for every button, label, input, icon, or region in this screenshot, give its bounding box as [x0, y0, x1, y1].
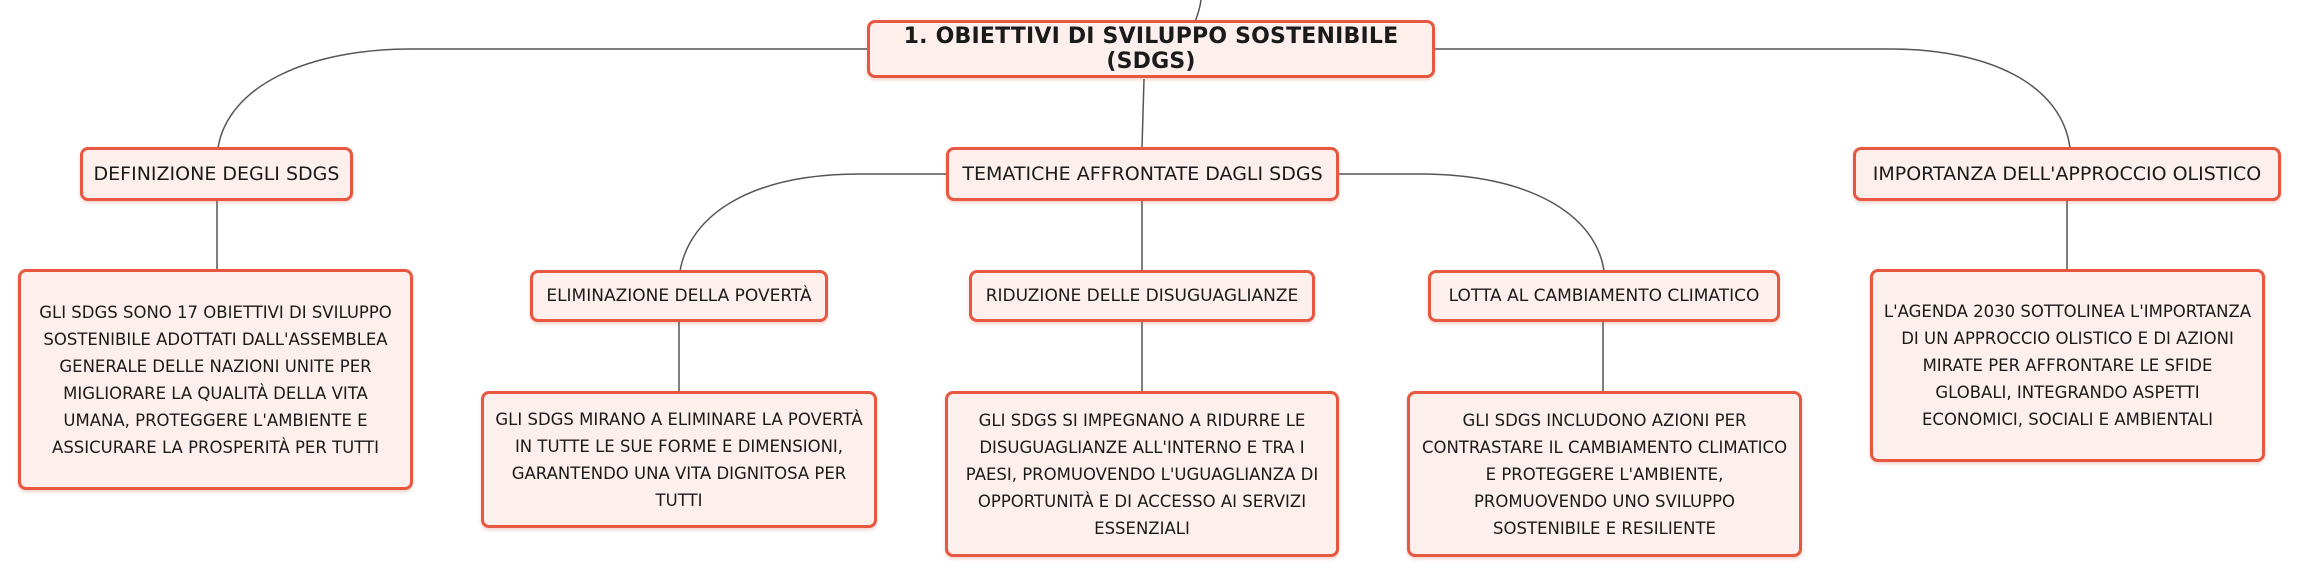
- connector-root-tematiche: [1142, 79, 1144, 148]
- detail-node-clima[interactable]: [1407, 391, 1802, 557]
- detail-text-poverta: GLI SDGS MIRANO A ELIMINARE LA POVERTÀ IN TUTTE LE SUE FORME E DIMENSIONI, GARANTENDO UNA VITA DIGNITOSA PER TUTTI: [495, 409, 863, 510]
- topic-node-poverta[interactable]: [530, 270, 828, 322]
- connector-root-definizione: [218, 49, 872, 148]
- root-topic-label: 1. OBIETTIVI DI SVILUPPO SOSTENIBILE (SDGS): [903, 24, 1399, 74]
- root-topic-node[interactable]: [867, 20, 1435, 78]
- detail-node-poverta[interactable]: [481, 391, 877, 528]
- detail-text-importanza: L'AGENDA 2030 SOTTOLINEA L'IMPORTANZA DI UN APPROCCIO OLISTICO E DI AZIONI MIRATE PER AFFRONTARE LE SFIDE GLOBALI, INTEGRANDO ASPETTI ECONOMICI, SOCIALI E AMBIENTALI: [1883, 302, 2252, 429]
- detail-text-definizione: GLI SDGS SONO 17 OBIETTIVI DI SVILUPPO SOSTENIBILE ADOTTATI DALL'ASSEMBLEA GENERALE DELLE NAZIONI UNITE PER MIGLIORARE LA QUALITÀ DELLA VITA UMANA, PROTEGGERE L'AMBIENTE E ASSICURARE LA PROSPERITÀ PER TUTTI: [39, 302, 392, 457]
- detail-node-importanza[interactable]: [1870, 269, 2265, 462]
- branch-label-tematiche: TEMATICHE AFFRONTATE DAGLI SDGS: [962, 163, 1323, 185]
- branch-node-definizione[interactable]: [80, 147, 353, 201]
- connector-tematiche-poverta: [680, 174, 948, 271]
- topic-label-disuguaglianze: RIDUZIONE DELLE DISUGUAGLIANZE: [985, 286, 1299, 306]
- branch-label-definizione: DEFINIZIONE DEGLI SDGS: [93, 163, 340, 185]
- connector-incoming-root: [1195, 0, 1201, 22]
- detail-text-clima: GLI SDGS INCLUDONO AZIONI PER CONTRASTARE IL CAMBIAMENTO CLIMATICO E PROTEGGERE L'AMBIENTE, PROMUOVENDO UNO SVILUPPO SOSTENIBILE E RESILIENTE: [1421, 410, 1788, 538]
- detail-text-disuguaglianze: GLI SDGS SI IMPEGNANO A RIDURRE LE DISUGUAGLIANZE ALL'INTERNO E TRA I PAESI, PROMUOVENDO L'UGUAGLIANZA DI OPPORTUNITÀ E DI ACCESSO AI SERVIZI ESSENZIALI: [965, 410, 1319, 538]
- branch-label-importanza: IMPORTANZA DELL'APPROCCIO OLISTICO: [1872, 163, 2262, 185]
- detail-node-definizione[interactable]: [18, 269, 413, 490]
- topic-label-poverta: ELIMINAZIONE DELLA POVERTÀ: [546, 286, 812, 306]
- connector-tematiche-clima: [1338, 174, 1604, 271]
- topic-node-disuguaglianze[interactable]: [969, 270, 1315, 322]
- topic-label-clima: LOTTA AL CAMBIAMENTO CLIMATICO: [1448, 286, 1760, 306]
- connector-root-importanza: [1432, 49, 2070, 148]
- detail-node-disuguaglianze[interactable]: [945, 391, 1339, 557]
- branch-node-tematiche[interactable]: [946, 147, 1339, 201]
- topic-node-clima[interactable]: [1428, 270, 1780, 322]
- branch-node-importanza[interactable]: [1853, 147, 2281, 201]
